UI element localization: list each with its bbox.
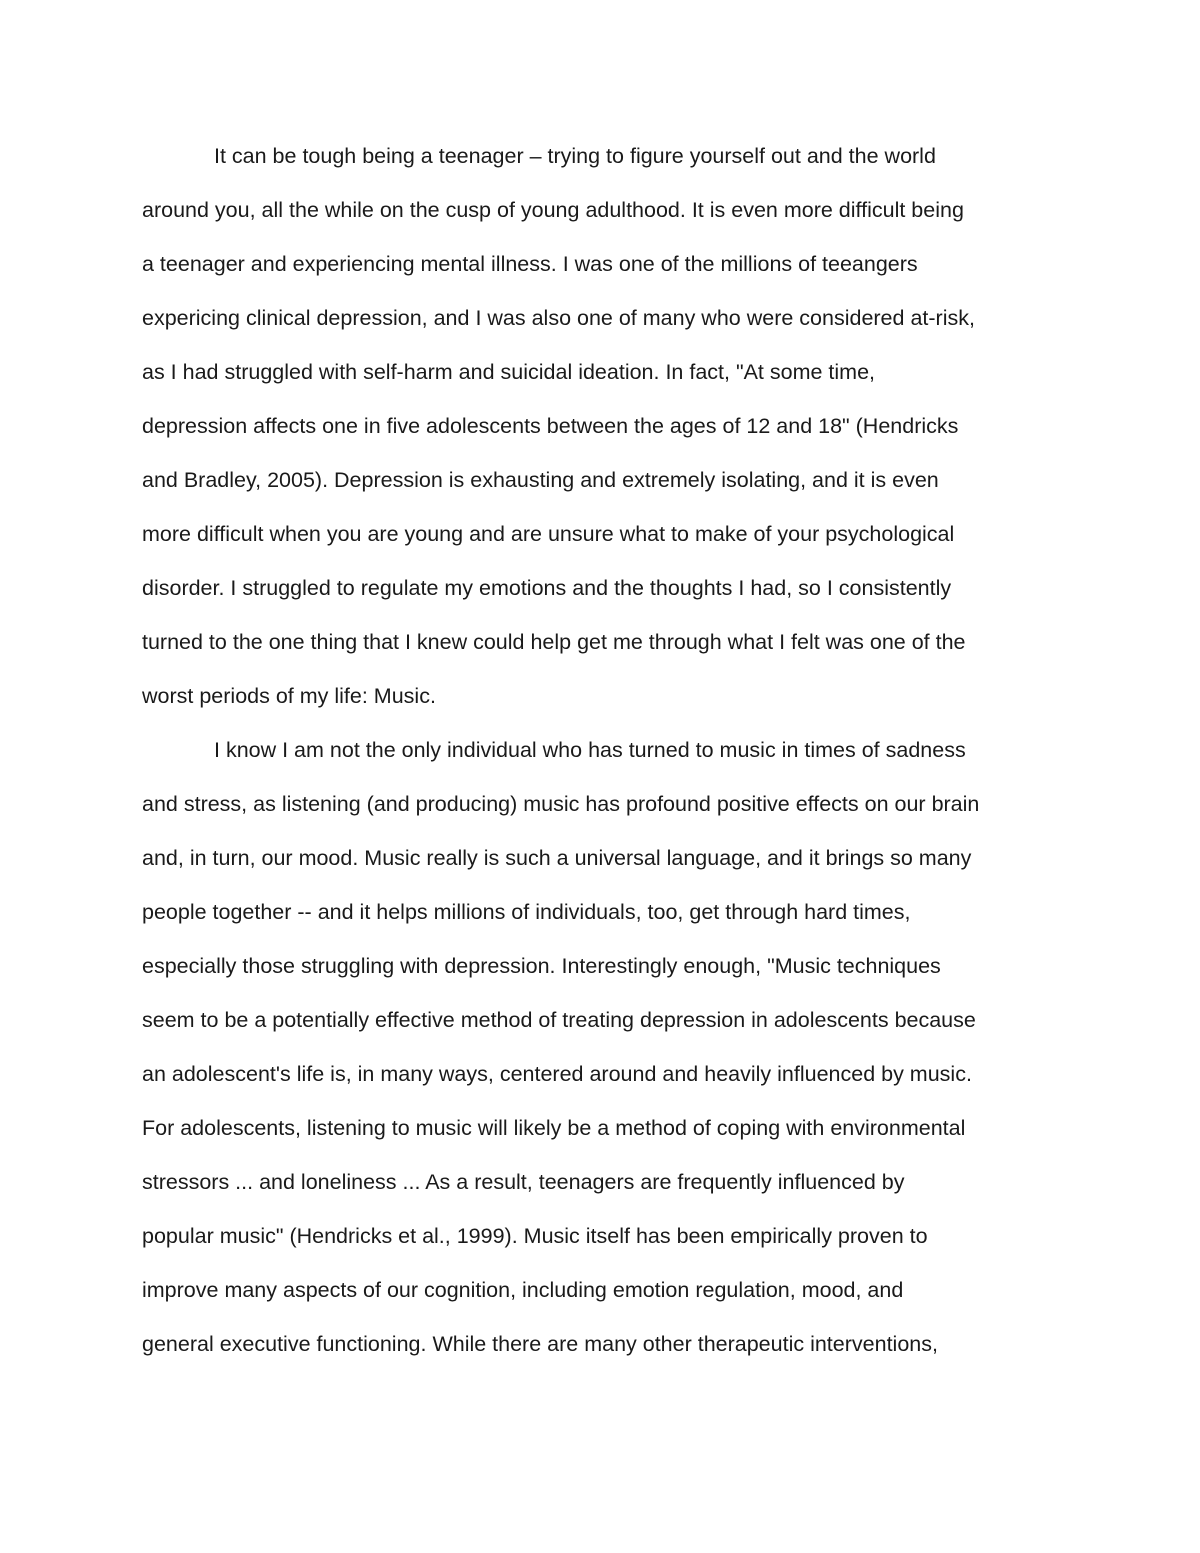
paragraph-2-line-12: general executive functioning. While there are many other therapeutic interventions, (142, 1332, 938, 1356)
paragraph-1-line-3: a teenager and experiencing mental illness. I was one of the millions of teeangers (142, 252, 918, 276)
paragraph-2-line-9: stressors ... and loneliness ... As a result, teenagers are frequently influenced by (142, 1170, 905, 1194)
paragraph-1-line-1: It can be tough being a teenager – trying to figure yourself out and the world (214, 144, 936, 168)
paragraph-2-line-2: and stress, as listening (and producing) music has profound positive effects on our brain (142, 792, 980, 816)
paragraph-2-line-5: especially those struggling with depression. Interestingly enough, "Music techniques (142, 954, 941, 978)
paragraph-1-line-9: disorder. I struggled to regulate my emotions and the thoughts I had, so I consistently (142, 576, 952, 600)
paragraph-1-line-10: turned to the one thing that I knew could help get me through what I felt was one of the (142, 630, 966, 654)
paragraph-1-line-5: as I had struggled with self-harm and suicidal ideation. In fact, "At some time, (142, 360, 876, 384)
paragraph-2-line-7: an adolescent's life is, in many ways, centered around and heavily influenced by music. (142, 1062, 972, 1086)
paragraph-1-line-4: expericing clinical depression, and I was also one of many who were considered at-risk, (142, 306, 975, 330)
paragraph-1-line-6: depression affects one in five adolescents between the ages of 12 and 18" (Hendricks (142, 414, 959, 438)
paragraph-2-line-11: improve many aspects of our cognition, including emotion regulation, mood, and (142, 1278, 904, 1302)
paragraph-1-line-11: worst periods of my life: Music. (142, 684, 436, 708)
paragraph-2-line-4: people together -- and it helps millions of individuals, too, get through hard times, (142, 900, 911, 924)
paragraph-2-line-8: For adolescents, listening to music will likely be a method of coping with environmental (142, 1116, 966, 1140)
paragraph-1-line-7: and Bradley, 2005). Depression is exhausting and extremely isolating, and it is even (142, 468, 939, 492)
paragraph-2-line-6: seem to be a potentially effective method of treating depression in adolescents because (142, 1008, 976, 1032)
paragraph-1-line-2: around you, all the while on the cusp of young adulthood. It is even more difficult being (142, 198, 964, 222)
paragraph-2-line-3: and, in turn, our mood. Music really is such a universal language, and it brings so many (142, 846, 972, 870)
paragraph-2-line-10: popular music" (Hendricks et al., 1999). Music itself has been empirically proven to (142, 1224, 928, 1248)
paragraph-2-line-1: I know I am not the only individual who has turned to music in times of sadness (214, 738, 966, 762)
paragraph-1-line-8: more difficult when you are young and are unsure what to make of your psychological (142, 522, 955, 546)
